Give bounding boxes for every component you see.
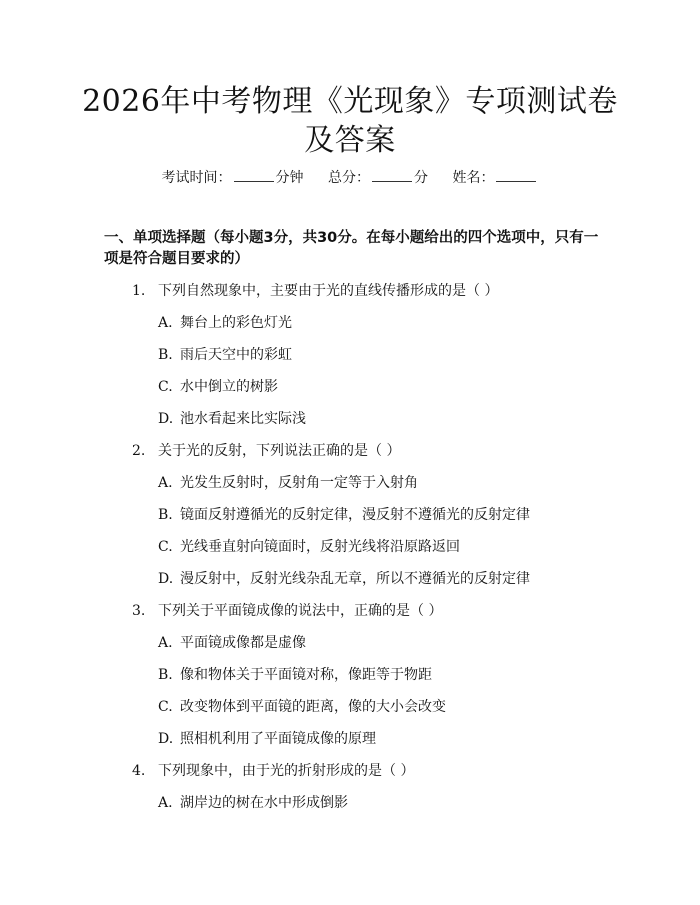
option-text: 光发生反射时，反射角一定等于入射角 <box>180 475 418 491</box>
answer-option <box>0 409 700 441</box>
option-text: 漫反射中，反射光线杂乱无章，所以不遵循光的反射定律 <box>180 571 530 587</box>
question-item <box>0 601 700 633</box>
option-text: 池水看起来比实际浅 <box>180 411 306 427</box>
option-text: 雨后天空中的彩虹 <box>180 347 292 363</box>
option-letter: A. <box>158 795 173 811</box>
exam-meta <box>0 168 700 188</box>
option-text: 照相机利用了平面镜成像的原理 <box>180 731 376 747</box>
answer-option <box>0 665 700 697</box>
total-score-unit: 分 <box>414 170 428 186</box>
question-item <box>0 441 700 473</box>
question-text: 关于光的反射，下列说法正确的是（ ） <box>158 443 401 459</box>
question-item <box>0 281 700 313</box>
answer-option <box>0 633 700 665</box>
option-text: 光线垂直射向镜面时，反射光线将沿原路返回 <box>180 539 460 555</box>
section-header: 一、单项选择题（每小题3分，共30分。在每小题给出的四个选项中，只有一项是符合题目要求的） <box>104 230 599 267</box>
option-text: 像和物体关于平面镜对称，像距等于物距 <box>180 667 432 683</box>
answer-option <box>0 505 700 537</box>
question-number: 3. <box>132 603 146 619</box>
option-letter: D. <box>158 731 174 747</box>
option-letter: A. <box>158 475 173 491</box>
student-name-blank <box>496 168 536 182</box>
exam-time-label: 考试时间： <box>161 170 232 186</box>
student-name-label: 姓名： <box>452 170 495 186</box>
exam-time-field <box>162 168 304 188</box>
option-text: 湖岸边的树在水中形成倒影 <box>180 795 348 811</box>
option-letter: A. <box>158 635 173 651</box>
answer-option <box>0 345 700 377</box>
option-letter: C. <box>158 539 173 555</box>
answer-option <box>0 569 700 601</box>
exam-time-unit: 分钟 <box>275 170 304 186</box>
answer-option <box>0 377 700 409</box>
option-letter: D. <box>158 411 174 427</box>
question-list <box>0 281 700 825</box>
question-number: 1. <box>132 283 146 299</box>
student-name-field <box>452 168 538 188</box>
option-text: 水中倒立的树影 <box>180 379 278 395</box>
total-score-field <box>328 168 428 188</box>
question-item <box>0 761 700 793</box>
option-letter: A. <box>158 315 173 331</box>
option-letter: C. <box>158 379 173 395</box>
option-text: 镜面反射遵循光的反射定律，漫反射不遵循光的反射定律 <box>180 507 530 523</box>
question-text: 下列现象中，由于光的折射形成的是（ ） <box>158 763 415 779</box>
answer-option <box>0 473 700 505</box>
question-number: 4. <box>132 763 146 779</box>
question-number: 2. <box>132 443 146 459</box>
answer-option <box>0 697 700 729</box>
option-letter: C. <box>158 699 173 715</box>
exam-time-blank <box>234 168 274 182</box>
question-text: 下列自然现象中，主要由于光的直线传播形成的是（ ） <box>158 283 499 299</box>
answer-option <box>0 537 700 569</box>
option-text: 舞台上的彩色灯光 <box>180 315 292 331</box>
option-text: 改变物体到平面镜的距离，像的大小会改变 <box>180 699 446 715</box>
page-title: 2026年中考物理《光现象》专项测试卷及答案 <box>82 84 618 158</box>
option-letter: D. <box>158 571 174 587</box>
answer-option <box>0 729 700 761</box>
option-letter: B. <box>158 507 173 523</box>
total-score-label: 总分： <box>328 170 370 186</box>
answer-option <box>0 793 700 825</box>
option-letter: B. <box>158 347 173 363</box>
question-text: 下列关于平面镜成像的说法中，正确的是（ ） <box>158 603 443 619</box>
option-text: 平面镜成像都是虚像 <box>180 635 306 651</box>
option-letter: B. <box>158 667 173 683</box>
answer-option <box>0 313 700 345</box>
total-score-blank <box>372 168 412 182</box>
